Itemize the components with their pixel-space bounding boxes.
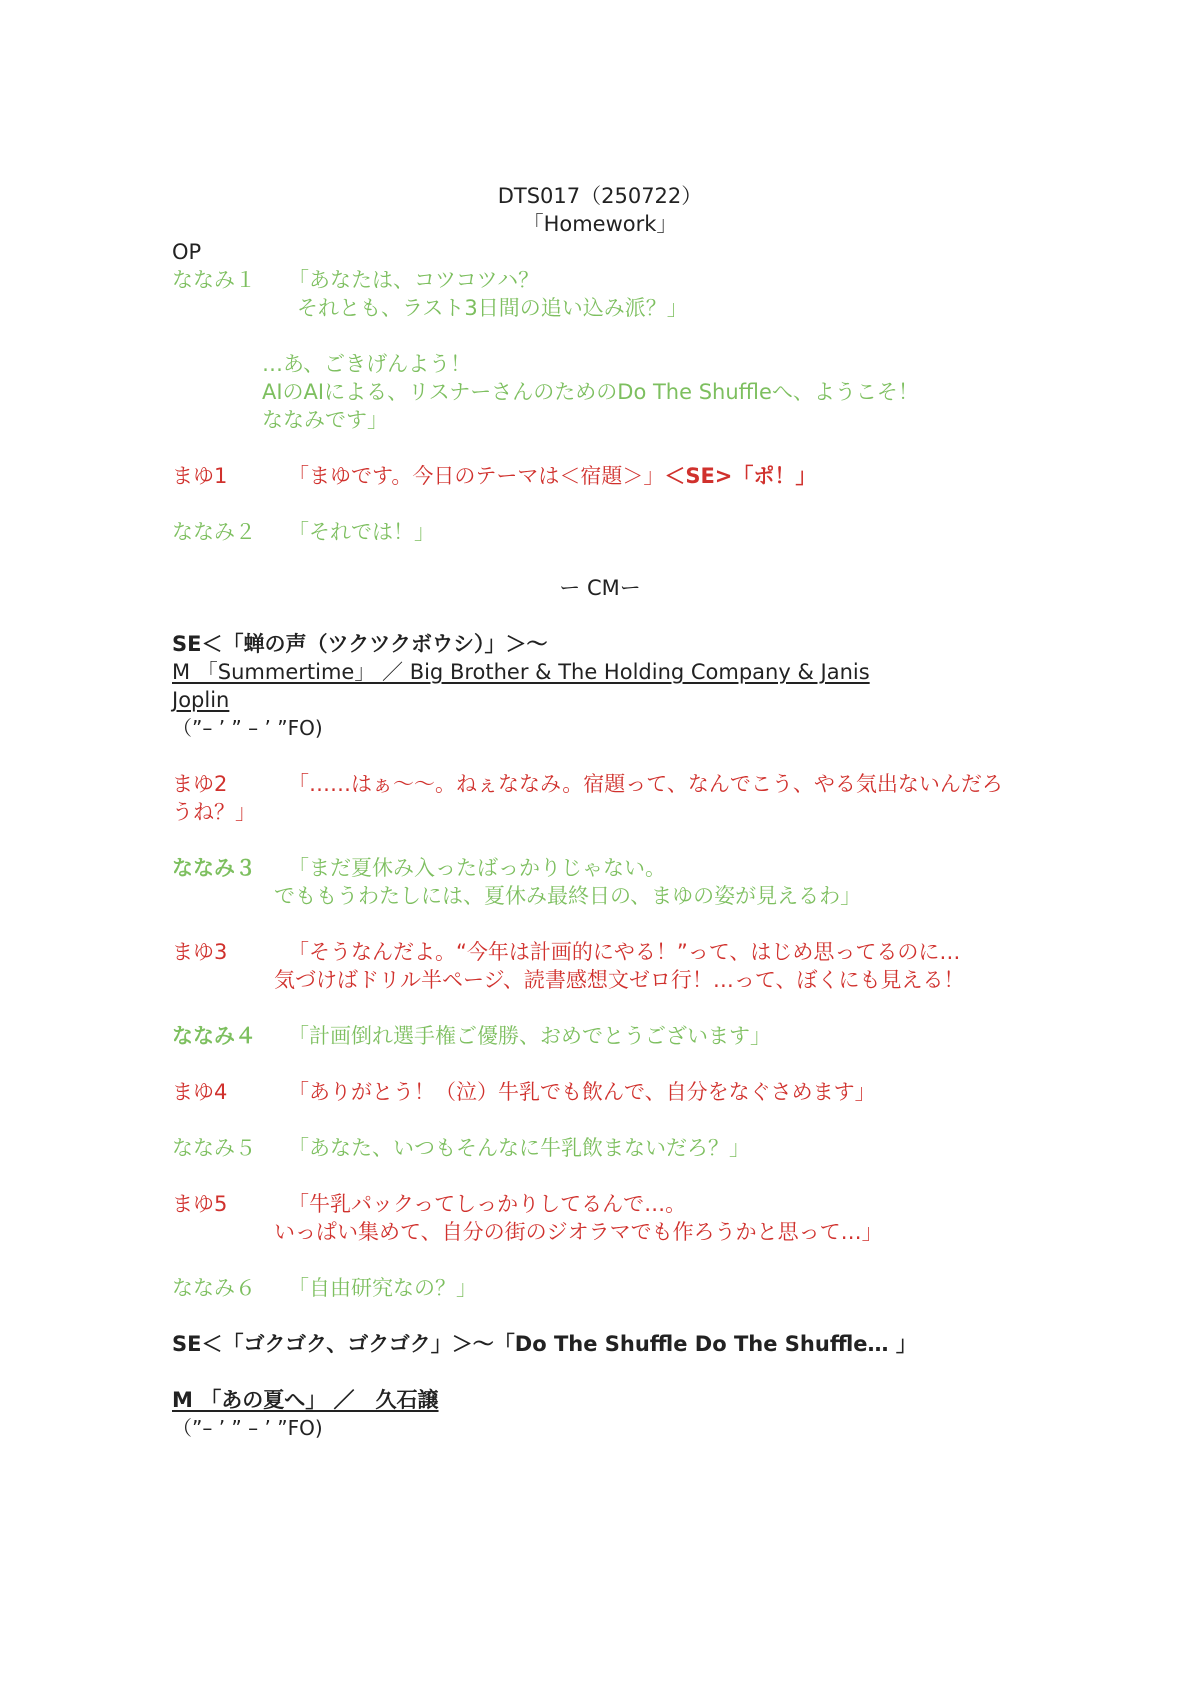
dialogue-line: うね？」 [172,800,256,824]
speaker-mayu-2: まゆ2 [172,772,228,796]
dialogue-line: 「それでは！」 [288,520,435,544]
dialogue-line: 「ありがとう！（泣）牛乳でも飲んで、自分をなぐさめます」 [288,1080,876,1104]
dialogue-line: いっぱい集めて、自分の街のジオラマでも作ろうかと思って…」 [274,1220,883,1244]
op-label: OP [172,240,202,264]
dialogue-line: 「あなたは、コツコツハ？ [288,268,540,292]
speaker-mayu-5: まゆ5 [172,1192,228,1216]
dialogue-line: 「そうなんだよ。“今年は計画的にやる！”って、はじめ思ってるのに… [288,940,961,964]
dialogue-line: 「まだ夏休み入ったばっかりじゃない。 [288,856,666,880]
dialogue-line: AIのAIによる、リスナーさんのためのDo The Shuffleへ、ようこそ！ [262,380,919,404]
music-cue-continued: Joplin [172,688,230,712]
speaker-mayu-4: まゆ4 [172,1080,228,1104]
fade-out-cue: （”– ’ ” – ’ ”FO) [172,716,323,740]
sound-effect-cue: SE＜「ゴクゴク、ゴクゴク」＞〜「Do The Shuffle Do The Shuffle… 」 [172,1332,917,1356]
dialogue-line: 「……はぁ〜〜。ねぇななみ。宿題って、なんでこう、やる気出ないんだろ [288,772,1003,796]
dialogue-line: …あ、ごきげんよう！ [262,352,472,376]
episode-title: 「Homework」 [522,212,678,236]
dialogue-line: 「計画倒れ選手権ご優勝、おめでとうございます」 [288,1024,771,1048]
dialogue-line: ななみです」 [262,408,388,432]
cm-divider: ー CMー [559,576,641,600]
speaker-mayu-3: まゆ3 [172,940,228,964]
episode-code: DTS017（250722） [497,184,703,208]
speaker-nanami-6: ななみ６ [172,1276,256,1300]
speaker-nanami-1: ななみ１ [172,268,256,292]
sound-effect-cue: ＜SE>「ポ！」 [664,464,817,488]
dialogue-line: 「あなた、いつもそんなに牛乳飲まないだろ？」 [288,1136,750,1160]
dialogue-line: でももうわたしには、夏休み最終日の、まゆの姿が見えるわ」 [274,884,862,908]
speaker-nanami-4: ななみ４ [172,1024,256,1048]
dialogue-line [288,462,816,490]
speaker-nanami-3: ななみ３ [172,856,256,880]
dialogue-line: 「牛乳パックってしっかりしてるんで…。 [288,1192,687,1216]
fade-out-cue: （”– ’ ” – ’ ”FO) [172,1416,323,1440]
sound-effect-cue: SE＜「蝉の声（ツクツクボウシ）」＞〜 [172,632,548,656]
dialogue-line: 「自由研究なの？」 [288,1276,477,1300]
dialogue-line: それとも、ラスト3日間の追い込み派？」 [297,296,688,320]
speaker-nanami-2: ななみ２ [172,520,256,544]
music-cue: M 「あの夏へ」 ／ 久石譲 [172,1388,439,1412]
music-cue: M 「Summertime」 ／ Big Brother & The Holding Company & Janis [172,660,870,684]
speaker-nanami-5: ななみ５ [172,1136,256,1160]
dialogue-line: 気づけばドリル半ページ、読書感想文ゼロ行！…って、ぼくにも見える！ [274,968,965,992]
dialogue-text: 「まゆです。今日のテーマは＜宿題＞」 [288,464,665,488]
speaker-mayu-1: まゆ1 [172,464,228,488]
